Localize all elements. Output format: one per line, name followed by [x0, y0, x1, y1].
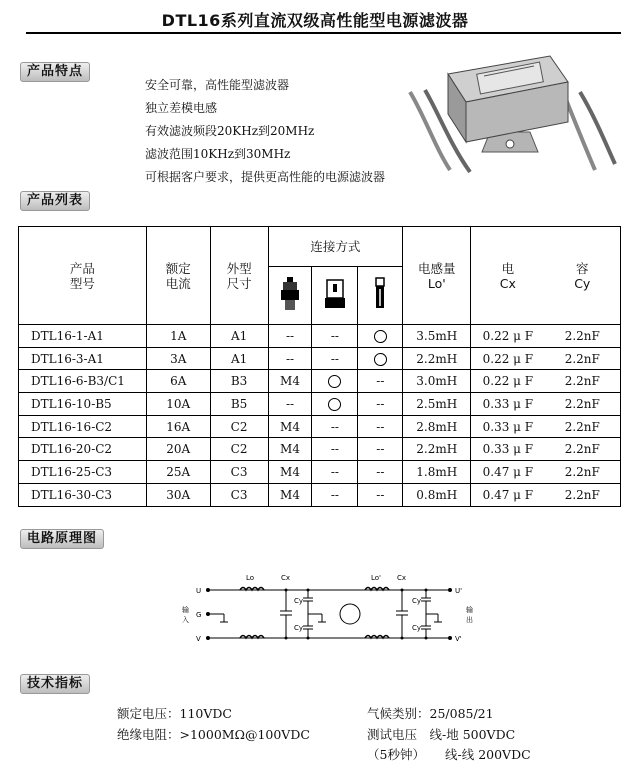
- spec-test-voltage: 测试电压 线-地 500VDC: [367, 727, 516, 742]
- table-cell: --: [358, 461, 403, 484]
- table-cell: --: [358, 438, 403, 461]
- page-title: DTL16系列直流双级高性能型电源滤波器: [161, 11, 469, 30]
- spec-test-duration: （5秒钟）: [367, 747, 425, 762]
- table-cell: C2: [210, 438, 268, 461]
- circuit-label-u2: U': [455, 587, 463, 595]
- table-cell: M4: [268, 415, 312, 438]
- section-product-list: 产品列表: [20, 191, 90, 211]
- circle-mark-icon: [374, 353, 387, 366]
- table-cell: 20A: [146, 438, 210, 461]
- table-cell: M4: [268, 461, 312, 484]
- circuit-label-cy: Cy: [412, 597, 422, 605]
- table-cell: DTL16-10-B5: [19, 393, 147, 416]
- table-cell: 1A: [146, 325, 210, 348]
- table-cell: --: [312, 415, 358, 438]
- table-cell: A1: [210, 325, 268, 348]
- feature-item: 安全可靠，高性能型滤波器: [145, 78, 290, 92]
- table-cell: [358, 347, 403, 370]
- table-cell: 2.8mH: [403, 415, 471, 438]
- circuit-label-g: G: [196, 611, 202, 619]
- table-cell: 2.2mH: [403, 438, 471, 461]
- circuit-label-out: 输: [466, 606, 473, 614]
- circuit-label-in: 输: [182, 606, 189, 614]
- circuit-diagram: [180, 568, 480, 658]
- circuit-label-lo: Lo: [246, 574, 255, 582]
- table-cell: 2.2nF: [545, 438, 621, 461]
- table-cell: DTL16-25-C3: [19, 461, 147, 484]
- circle-mark-icon: [328, 398, 341, 411]
- filter-product-photo: [400, 52, 620, 180]
- table-cell: 0.33 μ F: [471, 393, 545, 416]
- table-cell: 0.47 μ F: [471, 461, 545, 484]
- table-cell: 2.2nF: [545, 393, 621, 416]
- tab-terminal-icon: [312, 267, 358, 325]
- table-cell: B5: [210, 393, 268, 416]
- table-cell: 3.0mH: [403, 370, 471, 393]
- table-cell: 0.22 μ F: [471, 347, 545, 370]
- table-cell: DTL16-30-C3: [19, 483, 147, 506]
- header-inductance: 电感量 Lo': [403, 227, 471, 325]
- product-table: [18, 226, 621, 507]
- table-cell: 2.2nF: [545, 347, 621, 370]
- screw-terminal-icon: [268, 267, 312, 325]
- table-cell: [312, 370, 358, 393]
- table-cell: --: [358, 393, 403, 416]
- section-features: 产品特点: [20, 62, 90, 82]
- table-cell: 30A: [146, 483, 210, 506]
- title-rule: [26, 32, 621, 34]
- table-cell: DTL16-3-A1: [19, 347, 147, 370]
- circuit-label-cx2: Cx: [397, 574, 407, 582]
- header-current: 额定 电流: [146, 227, 210, 325]
- table-cell: 10A: [146, 393, 210, 416]
- table-cell: DTL16-16-C2: [19, 415, 147, 438]
- table-row: [19, 415, 621, 438]
- table-row: [19, 393, 621, 416]
- table-cell: 2.2nF: [545, 370, 621, 393]
- table-cell: --: [268, 325, 312, 348]
- table-cell: [312, 393, 358, 416]
- circle-mark-icon: [328, 375, 341, 388]
- table-cell: C3: [210, 461, 268, 484]
- table-cell: 16A: [146, 415, 210, 438]
- table-cell: M4: [268, 370, 312, 393]
- table-cell: 2.2mH: [403, 347, 471, 370]
- table-cell: 3A: [146, 347, 210, 370]
- table-row: [19, 483, 621, 506]
- header-cap-cy: 容 Cy: [545, 227, 621, 325]
- table-cell: C2: [210, 415, 268, 438]
- table-cell: DTL16-20-C2: [19, 438, 147, 461]
- table-cell: 25A: [146, 461, 210, 484]
- header-cap-cx: 电 Cx: [471, 227, 545, 325]
- table-cell: 2.2nF: [545, 461, 621, 484]
- table-cell: 0.22 μ F: [471, 325, 545, 348]
- header-model: 产品 型号: [19, 227, 147, 325]
- table-cell: DTL16-6-B3/C1: [19, 370, 147, 393]
- table-cell: 0.33 μ F: [471, 438, 545, 461]
- table-cell: 1.8mH: [403, 461, 471, 484]
- table-cell: B3: [210, 370, 268, 393]
- feature-item: 可根据客户要求，提供更高性能的电源滤波器: [145, 170, 386, 184]
- table-cell: C3: [210, 483, 268, 506]
- circuit-label-cy: Cy: [412, 624, 422, 632]
- table-cell: --: [358, 415, 403, 438]
- table-cell: --: [312, 438, 358, 461]
- spec-line-line: 线-线 200VDC: [445, 747, 531, 762]
- circuit-label-cx: Cx: [281, 574, 291, 582]
- circuit-label-v: V: [196, 635, 201, 643]
- circuit-label-out: 出: [466, 616, 473, 624]
- table-cell: --: [312, 483, 358, 506]
- table-cell: --: [268, 393, 312, 416]
- table-cell: 3.5mH: [403, 325, 471, 348]
- circuit-label-lo2: Lo': [371, 574, 381, 582]
- feature-item: 滤波范围10KHz到30MHz: [145, 147, 291, 161]
- table-row: [19, 347, 621, 370]
- table-row: [19, 438, 621, 461]
- circuit-label-v2: V': [455, 635, 462, 643]
- table-cell: M4: [268, 438, 312, 461]
- table-cell: 0.33 μ F: [471, 415, 545, 438]
- table-cell: 0.22 μ F: [471, 370, 545, 393]
- table-cell: M4: [268, 483, 312, 506]
- feature-item: 独立差模电感: [145, 101, 218, 115]
- table-cell: --: [268, 347, 312, 370]
- table-cell: 0.8mH: [403, 483, 471, 506]
- table-row: [19, 461, 621, 484]
- spec-insulation: 绝缘电阻：>1000MΩ@100VDC: [117, 727, 310, 742]
- section-specs: 技术指标: [20, 674, 90, 694]
- table-cell: --: [358, 483, 403, 506]
- table-cell: --: [312, 461, 358, 484]
- table-cell: --: [312, 325, 358, 348]
- table-cell: 6A: [146, 370, 210, 393]
- table-cell: DTL16-1-A1: [19, 325, 147, 348]
- header-connection: 连接方式: [268, 227, 403, 267]
- header-size: 外型 尺寸: [210, 227, 268, 325]
- table-cell: A1: [210, 347, 268, 370]
- table-cell: 2.2nF: [545, 415, 621, 438]
- table-cell: --: [358, 370, 403, 393]
- spec-rated-voltage: 额定电压：110VDC: [117, 706, 232, 721]
- circuit-label-cy: Cy: [294, 597, 304, 605]
- table-row: [19, 370, 621, 393]
- circle-mark-icon: [374, 330, 387, 343]
- table-cell: 2.2nF: [545, 483, 621, 506]
- circuit-label-in: 入: [182, 616, 189, 624]
- wire-lead-icon: [358, 267, 403, 325]
- table-cell: --: [312, 347, 358, 370]
- feature-list: [145, 74, 385, 189]
- table-cell: 2.5mH: [403, 393, 471, 416]
- circuit-label-u: U: [196, 587, 202, 595]
- circuit-label-cy: Cy: [294, 624, 304, 632]
- table-cell: 2.2nF: [545, 325, 621, 348]
- feature-item: 有效滤波频段20KHz到20MHz: [145, 124, 315, 138]
- spec-climate: 气候类别：25/085/21: [367, 706, 494, 721]
- table-row: [19, 325, 621, 348]
- table-cell: 0.47 μ F: [471, 483, 545, 506]
- table-cell: [358, 325, 403, 348]
- section-circuit: 电路原理图: [20, 529, 104, 549]
